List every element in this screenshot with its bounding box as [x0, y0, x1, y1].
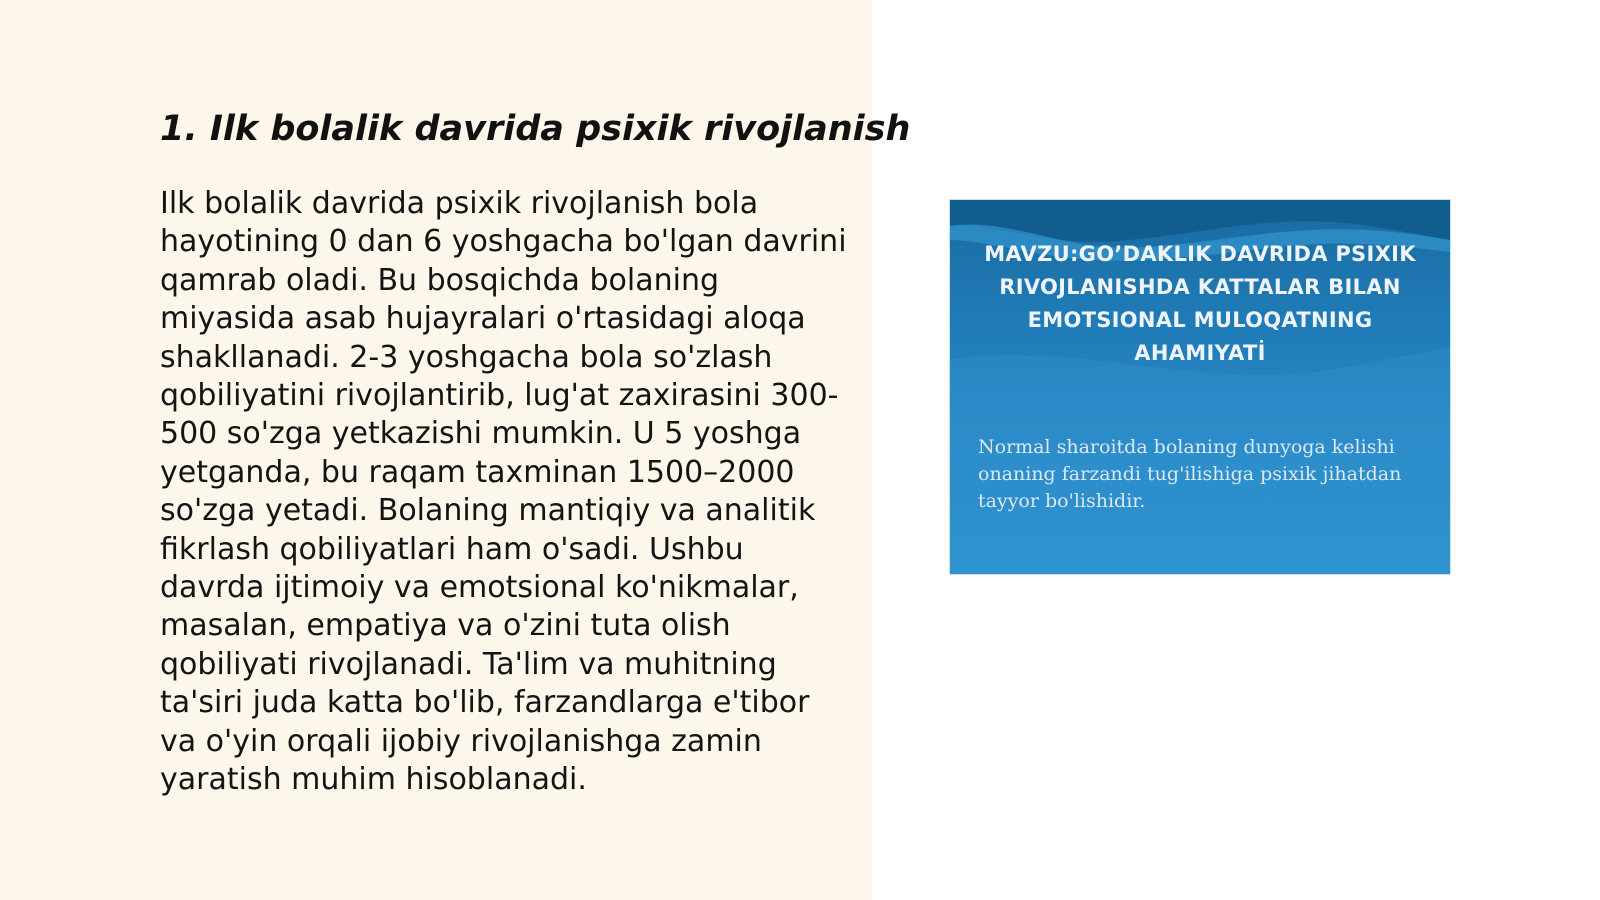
- picture-text: Normal sharoitda bolaning dunyoga kelishi onaning farzandi tug'ilishiga psixik jihatdan tayyor bo'lishidir.: [978, 436, 1402, 512]
- slide-heading: 1. Ilk bolalik davrida psixik rivojlanish: [160, 109, 911, 149]
- title-slide-picture: [950, 200, 1450, 574]
- slide-body-text: Ilk bolalik davrida psixik rivojlanish bola hayotining 0 dan 6 yoshgacha bo'lgan davrini qamrab oladi. Bu bosqichda bolaning miyasida asab hujayralari o'rtasidagi aloqa shakllanadi. 2-3 yoshgacha bola so'zlash qobiliyatini rivojlantirib, lug'at zaxirasini 300-500 so'zga yetkazishi mumkin. U 5 yoshga yetganda, bu raqam taxminan 1500–2000 so'zga yetadi. Bolaning mantiqiy va analitik fikrlash qobiliyatlari ham o'sadi. Ushbu davrda ijtimoiy va emotsional ko'nikmalar, masalan, empatiya va o'zini tuta olish qobiliyati rivojlanadi. Ta'lim va muhitning ta'siri juda katta bo'lib, farzandlarga e'tibor va o'yin orqali ijobiy rivojlanishga zamin yaratish muhim hisoblanadi.: [160, 186, 847, 798]
- picture-title: MAVZU:GO’DAKLIK DAVRIDA PSIXIK RIVOJLANISHDA KATTALAR BILAN EMOTSIONAL MULOQATNING AHAMIYATİ: [984, 242, 1416, 365]
